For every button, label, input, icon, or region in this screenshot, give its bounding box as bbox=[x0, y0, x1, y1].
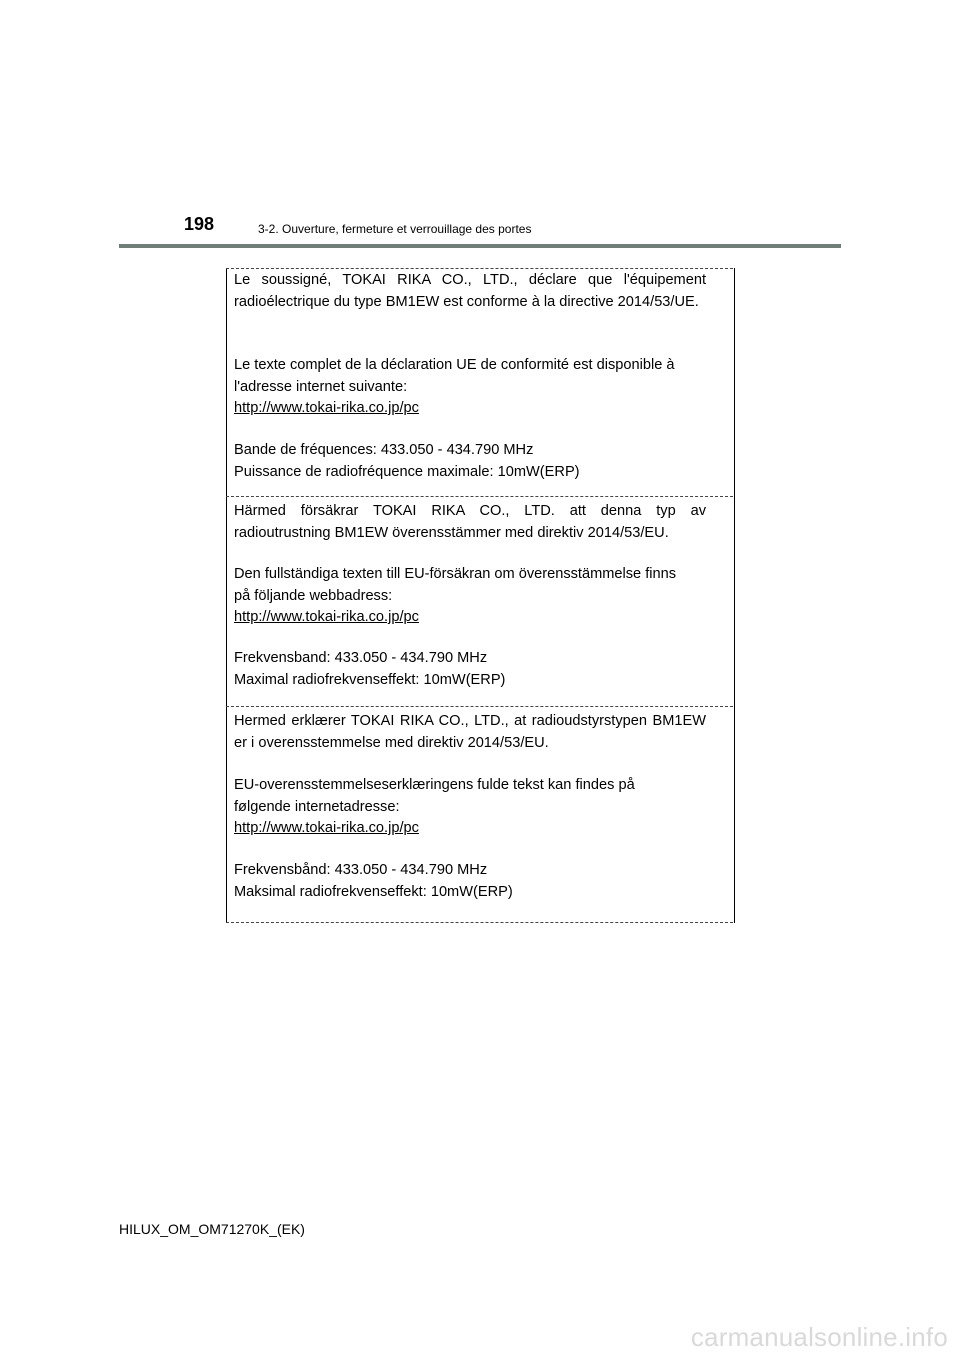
french-declaration bbox=[234, 270, 706, 313]
swedish-fulltext-line2: på följande webbadress: bbox=[234, 587, 393, 604]
section-title: 3-2. Ouverture, fermeture et verrouillage des portes bbox=[258, 222, 532, 236]
notice-bottom-divider bbox=[226, 922, 733, 923]
french-fulltext-line1: Le texte complet de la déclaration UE de conformité est disponible à bbox=[234, 357, 675, 373]
swedish-declaration bbox=[234, 501, 706, 544]
french-power: Puissance de radiofréquence maximale: 10mW(ERP) bbox=[234, 463, 580, 480]
danish-fulltext bbox=[234, 775, 706, 840]
danish-band: Frekvensbånd: 433.050 - 434.790 MHz bbox=[234, 862, 488, 878]
danish-declaration-text: Hermed erklærer TOKAI RIKA CO., LTD., at radioudstyrstypen BM1EW er i overensstemmelse med direktiv 2014/53/EU. bbox=[234, 713, 706, 751]
danish-declaration bbox=[234, 711, 706, 754]
danish-power: Maksimal radiofrekvenseffekt: 10mW(ERP) bbox=[234, 883, 513, 900]
swedish-declaration-text: Härmed försäkrar TOKAI RIKA CO., LTD. att denna typ av radioutrustning BM1EW överensstämmer med direktiv 2014/53/EU. bbox=[234, 503, 706, 541]
swedish-fulltext-line1: Den fullständiga texten till EU-försäkran om överensstämmelse finns bbox=[234, 566, 677, 582]
french-specs bbox=[234, 440, 706, 483]
french-url-link[interactable]: http://www.tokai-rika.co.jp/pc bbox=[234, 400, 419, 416]
danish-fulltext-line2: følgende internetadresse: bbox=[234, 798, 400, 815]
header-rule bbox=[119, 244, 841, 248]
page-number: 198 bbox=[184, 214, 215, 234]
site-watermark: carmanualsonline.info bbox=[690, 1322, 948, 1352]
notice-divider-fr-sv bbox=[226, 496, 733, 497]
french-band: Bande de fréquences: 433.050 - 434.790 MHz bbox=[234, 442, 534, 458]
french-declaration-text: Le soussigné, TOKAI RIKA CO., LTD., déclare que l'équipement radioélectrique du type BM1EW est conforme à la directive 2014/53/UE. bbox=[234, 272, 706, 310]
french-fulltext-line2: l'adresse internet suivante: bbox=[234, 378, 408, 395]
notice-top-divider bbox=[226, 268, 733, 269]
swedish-fulltext bbox=[234, 564, 706, 629]
notice-divider-sv-da bbox=[226, 706, 733, 707]
danish-specs bbox=[234, 860, 706, 903]
swedish-band: Frekvensband: 433.050 - 434.790 MHz bbox=[234, 650, 488, 666]
french-fulltext bbox=[234, 355, 706, 420]
document-code: HILUX_OM_OM71270K_(EK) bbox=[119, 1221, 305, 1237]
danish-url-link[interactable]: http://www.tokai-rika.co.jp/pc bbox=[234, 820, 419, 836]
swedish-power: Maximal radiofrekvenseffekt: 10mW(ERP) bbox=[234, 671, 506, 688]
swedish-specs bbox=[234, 648, 706, 691]
danish-fulltext-line1: EU-overensstemmelseserklæringens fulde tekst kan findes på bbox=[234, 777, 635, 793]
swedish-url-link[interactable]: http://www.tokai-rika.co.jp/pc bbox=[234, 609, 419, 625]
